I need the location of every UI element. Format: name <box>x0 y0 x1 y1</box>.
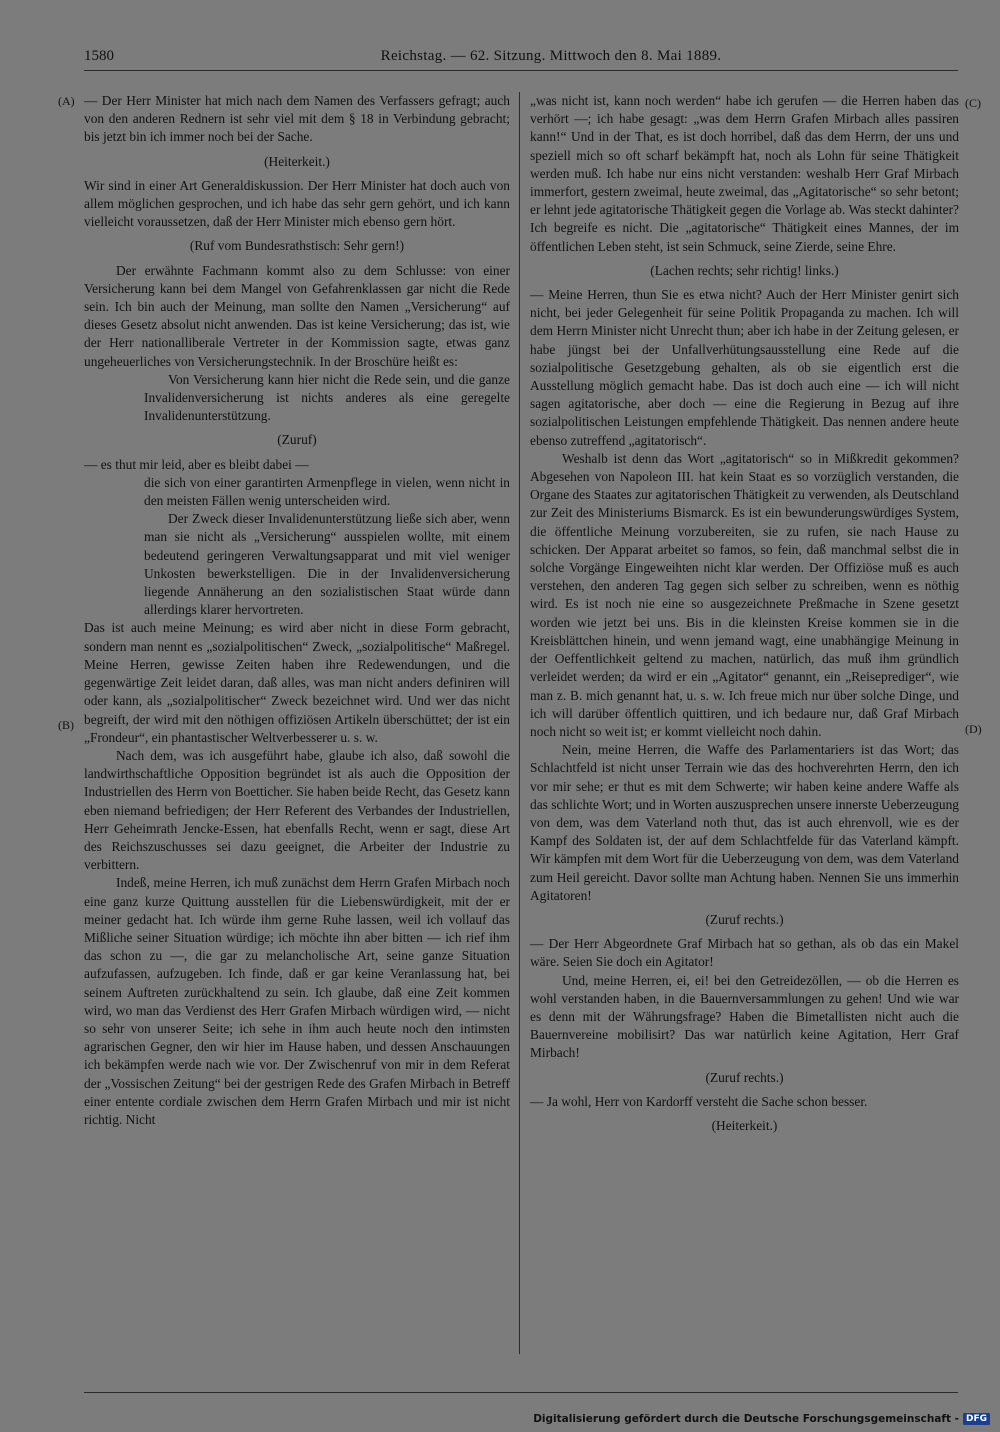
interjection: (Zuruf rechts.) <box>705 911 784 927</box>
quotation: Von Versicherung kann hier nicht die Rede sein, und die ganze Invalidenversicherung ist nichts anderes als eine geregelte Invalidenunterstützung. <box>144 371 510 424</box>
interjection: (Heiterkeit.) <box>711 1117 778 1133</box>
margin-marker-d: (D) <box>965 722 982 736</box>
header-rule <box>84 70 958 71</box>
footer-text: Digitalisierung gefördert durch die Deutsche Forschungsgemeinschaft - <box>533 1413 959 1425</box>
paragraph: Indeß, meine Herren, ich muß zunächst dem Herrn Grafen Mirbach noch eine ganz kurze Quittung ausstellen für die Liebenswürdigkeit, mit der er meiner gedacht hat. Ich würde ihm gerne Ruhe lassen, weil ich vollauf das Mißliche seiner Situation würdige; ich möchte ihn aber bitten — ich rief ihm das schon zu —, die gar zu melancholische Art, seine ganze Situation aufzufassen, aufzugeben. Ich finde, daß er gar keine Veranlassung hat, bei seinem Auftreten zurückhaltend zu sein. Ich glaube, daß eine Zeit kommen wird, wo man das Verdienst des Herr Grafen Mirbach würdigen wird, — nicht so sehr von unserer Seite; ich sehe in ihm auch heute noch den intimsten agrarischen Gegner, den wir hier im Hause haben, und dessen Anschauungen ich bekämpfen werde nach wie vor. Der Zwischenruf von mir in dem Referat der „Vossischen Zeitung“ bei der gestrigen Rede des Grafen Mirbach in Betreff einer entente cordiale zwischen dem Herrn Grafen Mirbach und mir ist nicht richtig. Nicht <box>84 875 510 1127</box>
paragraph: Das ist auch meine Meinung; es wird aber nicht in diese Form gebracht, sondern man nennt es „sozialpolitischen“ Zweck, „sozialpolitische“ Maßregel. Meine Herren, gewisse Zeiten haben ihre Redewendungen, und die gegenwärtige Zeit leidet daran, daß alles, was man nicht anders definiren will oder kann, als „sozialpolitischer“ Zweck bezeichnet wird. Und wer das nicht begreift, der wird mit den nöthigen offiziösen Artikeln überschüttet; der ist ein „Frondeur“, ein phantastischer Weltverbesserer u. s. w. <box>84 620 510 745</box>
left-column <box>84 92 510 1354</box>
footer-rule <box>84 1392 958 1393</box>
paragraph: Wir sind in einer Art Generaldiskussion. Der Herr Minister hat doch auch von allem möglichen gesprochen, und ich habe das sehr gern gehört, und ich kann vielleicht voraussetzen, daß der Herr Minister mich ebenso gern hört. <box>84 177 510 230</box>
interjection: (Lachen rechts; sehr richtig! links.) <box>650 262 839 278</box>
page-header <box>84 44 958 68</box>
quotation: die sich von einer garantirten Armenpflege in vielen, wenn nicht in den meisten Fällen wenig unterscheiden wird. <box>144 474 510 509</box>
paragraph: — Ja wohl, Herr von Kardorff versteht die Sache schon besser. <box>530 1093 868 1109</box>
dfg-logo: DFG <box>963 1413 990 1425</box>
paragraph: Weshalb ist denn das Wort „agitatorisch“ so in Mißkredit gekommen? Abgesehen von Napoleon III. hat kein Staat es so vorzüglich verstanden, die Organe des Staates zur agitatorischen Thätigkeit zu verwenden, als Deutschland zur Zeit des Ministeriums Bismarck. Es ist ein bewunderungswürdiges System, die öffentliche Meinung vorzubereiten, sie zu rufen, sie nach Hause zu schicken. Der Apparat arbeitet so famos, so fein, daß manchmal selbst die in solche Vorgänge Eingeweihten nicht klar werden. Der Offiziöse muß es auch verstehen, den anderen Tag gegen sich selber zu schreiben, wenn es nöthig wird. Es ist noch nie eine so ausgezeichnete Preßmache in Szene gesetzt worden wie jetzt bei uns. Bis in die kleinsten Kreise kommen sie in die Kreisblättchen hinein, und wenn jemand wagt, eine unabhängige Meinung in der Oeffentlichkeit geltend zu machen, natürlich, das muß ihm gründlich verleidet werden; da wird er ein „Agitator“ genannt, ein „Reiseprediger“, wie man z. B. mich genannt hat, u. s. w. Ich freue mich nur über solche Dinge, und ich will darüber öffentlich quittiren, und ich bedaure nur, daß Graf Mirbach noch nicht so weit ist; er kommt vielleicht noch dahin. <box>530 450 959 739</box>
margin-marker-a: (A) <box>58 94 75 108</box>
right-column <box>530 92 959 1354</box>
paragraph: Und, meine Herren, ei, ei! bei den Getreidezöllen, — ob die Herren es wohl verstanden haben, in die Bauernversammlungen zu gehen! Und wie war es denn mit der Währungsfrage? Haben die Bimetallisten nicht auch die Bauernvereine mobilisirt? Das war natürlich keine Agitation, Herr Graf Mirbach! <box>530 972 959 1061</box>
digitization-footer <box>533 1410 990 1428</box>
interjection: (Zuruf) <box>277 432 317 448</box>
paragraph: — Meine Herren, thun Sie es etwa nicht? Auch der Herr Minister genirt sich nicht, bei jeder Gelegenheit für seine Politik Propaganda zu machen. Ich will dem Herrn Minister nicht Unrecht thun; aber ich habe in der Zeitung gelesen, er habe jüngst bei der Unfallverhütungsausstellung eine Rede auf die sozialpolitische Gesetzgebung gehalten, als ob sie eigentlich erst die Ausstellung möglich gemacht habe. Das ist doch auch eine — ich will nicht sagen agitatorische, aber doch — eine die Regierung in Bezug auf ihre sozialpolitischen Leistungen empfehlende Thätigkeit. Das nennen andere heute ebenso zutreffend „agitatorisch“. <box>530 287 959 448</box>
paragraph: Nach dem, was ich ausgeführt habe, glaube ich also, daß sowohl die landwirthschaftliche Opposition begründet ist als auch die Opposition der Industriellen des Herrn von Boetticher. Sie haben beide Recht, das Gesetz kann eben niemand befriedigen; der Herr Referent des Verbandes der Industriellen, Herr Geheimrath Jencke-Essen, hat ebenfalls Recht, wenn er sagt, diese Art des Reichszuschusses sei dazu geeignet, die Arbeiter der Industrie zu verbittern. <box>84 747 510 873</box>
paragraph: „was nicht ist, kann noch werden“ habe ich gerufen — die Herren haben das verhört —; ich habe gesagt: „was dem Herrn Grafen Mirbach alles passiren kann!“ Und in der That, es ist doch horribel, daß das dem Herrn, der uns und speziell mich so oft scharf bekämpft hat, noch als Lohn für seine Thätigkeit werden muß. Ich habe nur eins nicht verstanden: weshalb Herr Graf Mirbach immerfort, gestern zweimal, heute zweimal, das „Agitatorische“ so sehr betont; er lehnt jede agitatorische Thätigkeit gegen die Vorlage ab. Was steckt dahinter? Ich begreife es nicht. Die „agitatorische“ Thätigkeit eines Mannes, der im öffentlichen Leben steht, ist sein Schmuck, seine Zierde, seine Ehre. <box>530 93 959 254</box>
page-number: 1580 <box>84 47 114 64</box>
interjection: (Zuruf rechts.) <box>705 1069 784 1085</box>
paragraph: Der erwähnte Fachmann kommt also zu dem Schlusse: von einer Versicherung kann bei dem Mangel von Gefahrenklassen gar nicht die Rede sein. Ich bin auch der Meinung, man sollte den Namen „Versicherung“ auf dieses Gesetz absolut nicht anwenden. Das ist keine Versicherung; das ist, wie der Herr nationalliberale Vertreter in der Kommission sagte, etwas ganz ungeheuerliches von Versicherungstechnik. In der Broschüre heißt es: <box>84 262 510 369</box>
column-divider <box>519 92 520 1354</box>
quotation: Der Zweck dieser Invalidenunterstützung ließe sich aber, wenn man sie nicht als „Versicherung“ ausspielen wollte, mit einem bedeutend geringeren Verwaltungsapparat und mit viel weniger Unkosten bewerkstelligen. Die in der Invalidenversicherung liegende Annäherung an den sozialistischen Staat würde dann allerdings klarer hervortreten. <box>144 511 510 618</box>
running-title: Reichstag. — 62. Sitzung. Mittwoch den 8. Mai 1889. <box>380 47 722 64</box>
margin-marker-c: (C) <box>965 96 981 110</box>
interjection: (Heiterkeit.) <box>264 153 330 169</box>
paragraph: — es thut mir leid, aber es bleibt dabei — <box>84 456 309 472</box>
interjection: (Ruf vom Bundesrathstisch: Sehr gern!) <box>189 238 405 254</box>
paragraph: — Der Herr Abgeordnete Graf Mirbach hat so gethan, als ob das ein Makel wäre. Seien Sie doch ein Agitator! <box>530 936 959 970</box>
margin-marker-b: (B) <box>58 718 74 732</box>
paragraph: Nein, meine Herren, die Waffe des Parlamentariers ist das Wort; das Schlachtfeld ist nicht unser Terrain wie das des hochverehrten Herrn, den ich vor mir sehe; er thut es mit dem Schwerte; wir haben keine andere Waffe als das schlichte Wort; und in Worten auszusprechen unsere innerste Ueberzeugung von dem, was dem Vaterland noth thut, das ist auch ehrenvoll, wie es der Kampf des Soldaten ist, der auf dem Schlachtfelde für das Vaterland kämpft. Wir kämpfen mit dem Wort für die Ueberzeugung von dem, was dem Vaterland zum Heil gereicht. Davor sollte man Achtung haben. Nennen Sie uns immerhin Agitatoren! <box>530 742 959 903</box>
paragraph: — Der Herr Minister hat mich nach dem Namen des Verfassers gefragt; auch von den anderen Rednern ist sehr viel mit dem § 18 in Verbindung gebracht; bis jetzt bin ich immer noch bei der Sache. <box>84 93 510 145</box>
